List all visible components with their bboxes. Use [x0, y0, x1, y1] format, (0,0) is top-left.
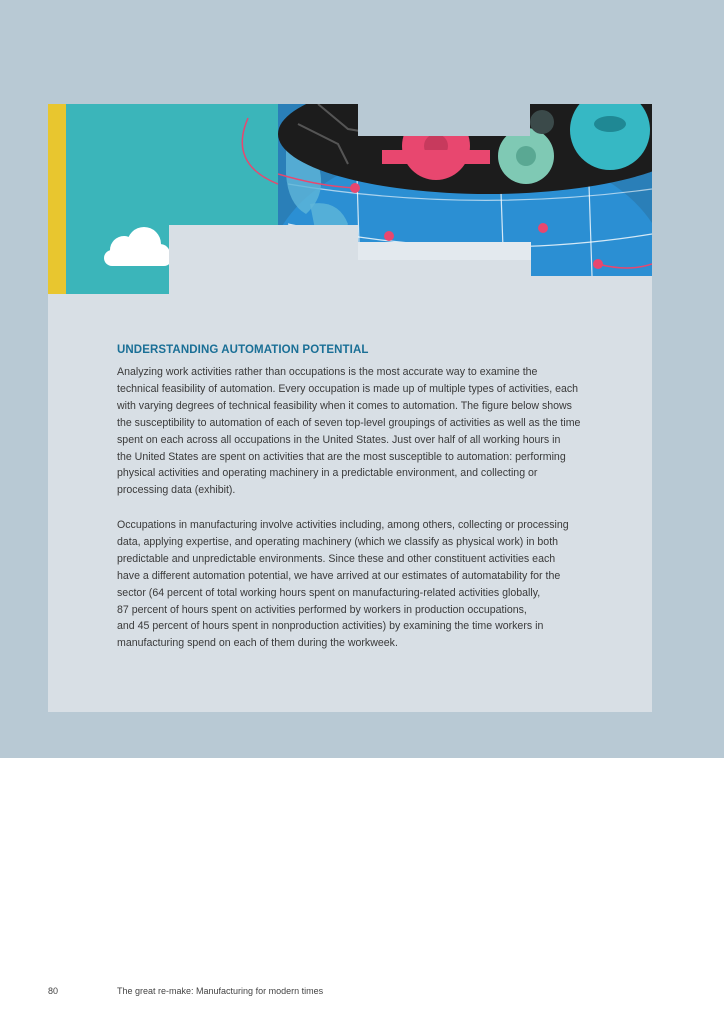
- publication-title: The great re-make: Manufacturing for modern times: [117, 986, 324, 996]
- page-number: 80: [48, 986, 59, 996]
- illustration-svg: [48, 104, 652, 294]
- body-paragraph: Analyzing work activities rather than occupations is the most accurate way to examine the technical feasibility of automation. Every occupation is made up of multiple types of activities, each with varying degrees of technical feasibility when it comes to automation. The figure below shows the susceptibility to automation of each of seven top-level groupings of activities as well as the time spent on each across all occupations in the United States. Just over half of all working hours in the United States are spent on activities that are the most susceptible to automation: performing physical activities and operating machinery in a predictable environment, and collecting or processing data (exhibit).: [117, 366, 581, 497]
- header-illustration: [48, 104, 652, 294]
- body-paragraph: Occupations in manufacturing involve activities including, among others, collecting or processing data, applying expertise, and operating machinery (which we classify as physical work) in both predictable and unpredictable environments. Since these and other constituent activities each have a different automation potential, we have arrived at our estimates of automatability for the sector (64 percent of total working hours spent on manufacturing-related activities globally, 87 percent of hours spent on activities performed by workers in production occupations, and 45 percent of hours spent in nonproduction activities) by examining the time workers in manufacturing spend on each of them during the workweek.: [117, 519, 569, 650]
- gear-icon: [498, 128, 554, 184]
- section-heading: UNDERSTANDING AUTOMATION POTENTIAL: [117, 344, 369, 356]
- yellow-stripe: [48, 104, 66, 294]
